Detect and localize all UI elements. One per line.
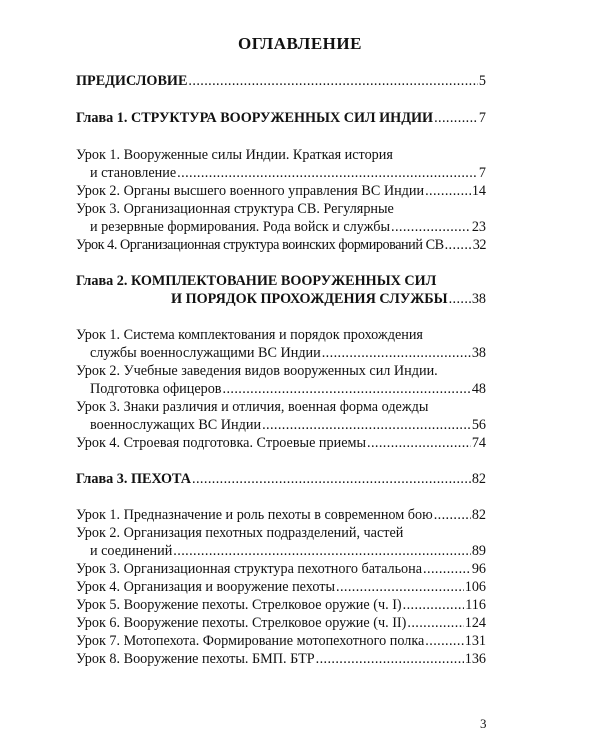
toc-lesson-line: Урок 2. Учебные заведения видов вооруженных сил Индии. bbox=[76, 363, 438, 379]
toc-lesson-entry bbox=[76, 560, 486, 578]
dot-leader bbox=[449, 290, 471, 308]
toc-lesson-page: 38 bbox=[471, 345, 486, 361]
toc-lesson-label: Урок 8. Вооружение пехоты. БМП. БТР bbox=[76, 651, 315, 667]
toc-lesson-line: Урок 3. Знаки различия и отличия, военная форма одежды bbox=[76, 399, 429, 415]
toc-lesson-label: Урок 4. Организационная структура воинских формирований СВ bbox=[76, 237, 444, 253]
toc-lesson-page: 106 bbox=[464, 579, 486, 595]
toc-lesson-label: Урок 6. Вооружение пехоты. Стрелковое оружие (ч. II) bbox=[76, 615, 407, 631]
toc-entry-preface bbox=[76, 72, 486, 90]
toc-chapter-1 bbox=[76, 109, 486, 127]
toc-lesson-entry bbox=[76, 434, 486, 452]
toc-lesson-page: 7 bbox=[478, 165, 486, 181]
page-number: 3 bbox=[480, 716, 487, 731]
dot-leader bbox=[425, 632, 463, 650]
dot-leader bbox=[262, 416, 471, 434]
toc-lesson-page: 136 bbox=[464, 651, 486, 667]
toc-lesson-entry bbox=[76, 182, 486, 200]
dot-leader bbox=[188, 72, 477, 90]
toc-lesson-entry bbox=[76, 218, 486, 236]
toc-lesson-page: 124 bbox=[464, 615, 486, 631]
toc-lesson-label: Урок 1. Предназначение и роль пехоты в современном бою bbox=[76, 507, 433, 523]
toc-lesson-page: 14 bbox=[471, 183, 486, 199]
toc-lesson-entry bbox=[76, 614, 486, 632]
toc-lesson-label: Урок 5. Вооружение пехоты. Стрелковое оружие (ч. I) bbox=[76, 597, 402, 613]
dot-leader bbox=[425, 182, 471, 200]
toc-entry-label: ПРЕДИСЛОВИЕ bbox=[76, 73, 188, 89]
dot-leader bbox=[173, 542, 471, 560]
toc-lesson-page: 89 bbox=[471, 543, 486, 559]
toc-chapter-page: 82 bbox=[471, 471, 486, 487]
toc-lesson-label: Урок 3. Организационная структура пехотного батальона bbox=[76, 561, 423, 577]
toc-lesson-page: 131 bbox=[464, 633, 486, 649]
toc-lesson-entry bbox=[76, 506, 486, 524]
toc-lesson-entry bbox=[76, 164, 486, 182]
dot-leader bbox=[445, 236, 472, 254]
toc-lesson-label: военнослужащих ВС Индии bbox=[90, 417, 262, 433]
dot-leader bbox=[192, 470, 471, 488]
toc-chapter-3 bbox=[76, 470, 486, 488]
toc-lesson-entry bbox=[76, 344, 486, 362]
toc-lesson-label: Урок 4. Организация и вооружение пехоты bbox=[76, 579, 335, 595]
toc-lesson-page: 23 bbox=[471, 219, 486, 235]
toc-lesson-entry bbox=[76, 236, 486, 254]
toc-lesson-entry bbox=[76, 380, 486, 398]
toc-lesson-entry bbox=[76, 578, 486, 596]
toc-lesson-entry bbox=[76, 542, 486, 560]
toc-lesson-page: 48 bbox=[471, 381, 486, 397]
toc-lesson-label: и резервные формирования. Рода войск и службы bbox=[90, 219, 391, 235]
toc-lesson-label: Урок 4. Строевая подготовка. Строевые приемы bbox=[76, 435, 367, 451]
toc-lesson-entry bbox=[76, 416, 486, 434]
toc-lesson-label: и становление bbox=[90, 165, 177, 181]
toc-entry-page: 5 bbox=[478, 73, 486, 89]
toc-lesson-label: Урок 7. Мотопехота. Формирование мотопехотного полка bbox=[76, 633, 425, 649]
dot-leader bbox=[316, 650, 464, 668]
page-title: ОГЛАВЛЕНИЕ bbox=[238, 34, 362, 53]
toc-chapter-label: Глава 3. ПЕХОТА bbox=[76, 471, 192, 487]
dot-leader bbox=[322, 344, 471, 362]
toc-chapter-page: 38 bbox=[471, 291, 486, 307]
dot-leader bbox=[223, 380, 471, 398]
toc-lesson-page: 74 bbox=[471, 435, 486, 451]
dot-leader bbox=[177, 164, 478, 182]
toc-chapter-label: Глава 1. СТРУКТУРА ВООРУЖЕННЫХ СИЛ ИНДИИ bbox=[76, 110, 434, 126]
toc-lesson-label: Подготовка офицеров bbox=[90, 381, 222, 397]
toc-lesson-entry bbox=[76, 596, 486, 614]
toc-chapter-2 bbox=[76, 290, 486, 308]
toc-lesson-entry bbox=[76, 632, 486, 650]
dot-leader bbox=[336, 578, 464, 596]
toc-lesson-line: Урок 1. Система комплектования и порядок прохождения bbox=[76, 327, 423, 343]
dot-leader bbox=[367, 434, 471, 452]
toc-lesson-entry bbox=[76, 650, 486, 668]
dot-leader bbox=[407, 614, 463, 632]
toc-lesson-page: 96 bbox=[471, 561, 486, 577]
dot-leader bbox=[391, 218, 471, 236]
toc-lesson-label: службы военнослужащими ВС Индии bbox=[90, 345, 321, 361]
toc-lesson-page: 32 bbox=[472, 237, 486, 253]
toc-lesson-line: Урок 1. Вооруженные силы Индии. Краткая история bbox=[76, 147, 393, 163]
toc-lesson-line: Урок 3. Организационная структура СВ. Регулярные bbox=[76, 201, 394, 217]
toc-lesson-page: 116 bbox=[465, 597, 486, 613]
toc-lesson-label: Урок 2. Органы высшего военного управления ВС Индии bbox=[76, 183, 425, 199]
dot-leader bbox=[423, 560, 471, 578]
dot-leader bbox=[434, 109, 478, 127]
toc-chapter-page: 7 bbox=[478, 110, 486, 126]
dot-leader bbox=[434, 506, 471, 524]
toc-lesson-label: и соединений bbox=[90, 543, 173, 559]
toc-lesson-page: 56 bbox=[471, 417, 486, 433]
toc-chapter-2-line: Глава 2. КОМПЛЕКТОВАНИЕ ВООРУЖЕННЫХ СИЛ bbox=[76, 273, 437, 289]
toc-chapter-label: И ПОРЯДОК ПРОХОЖДЕНИЯ СЛУЖБЫ bbox=[171, 291, 448, 307]
dot-leader bbox=[403, 596, 465, 614]
toc-lesson-page: 82 bbox=[471, 507, 486, 523]
toc-lesson-line: Урок 2. Организация пехотных подразделений, частей bbox=[76, 525, 404, 541]
